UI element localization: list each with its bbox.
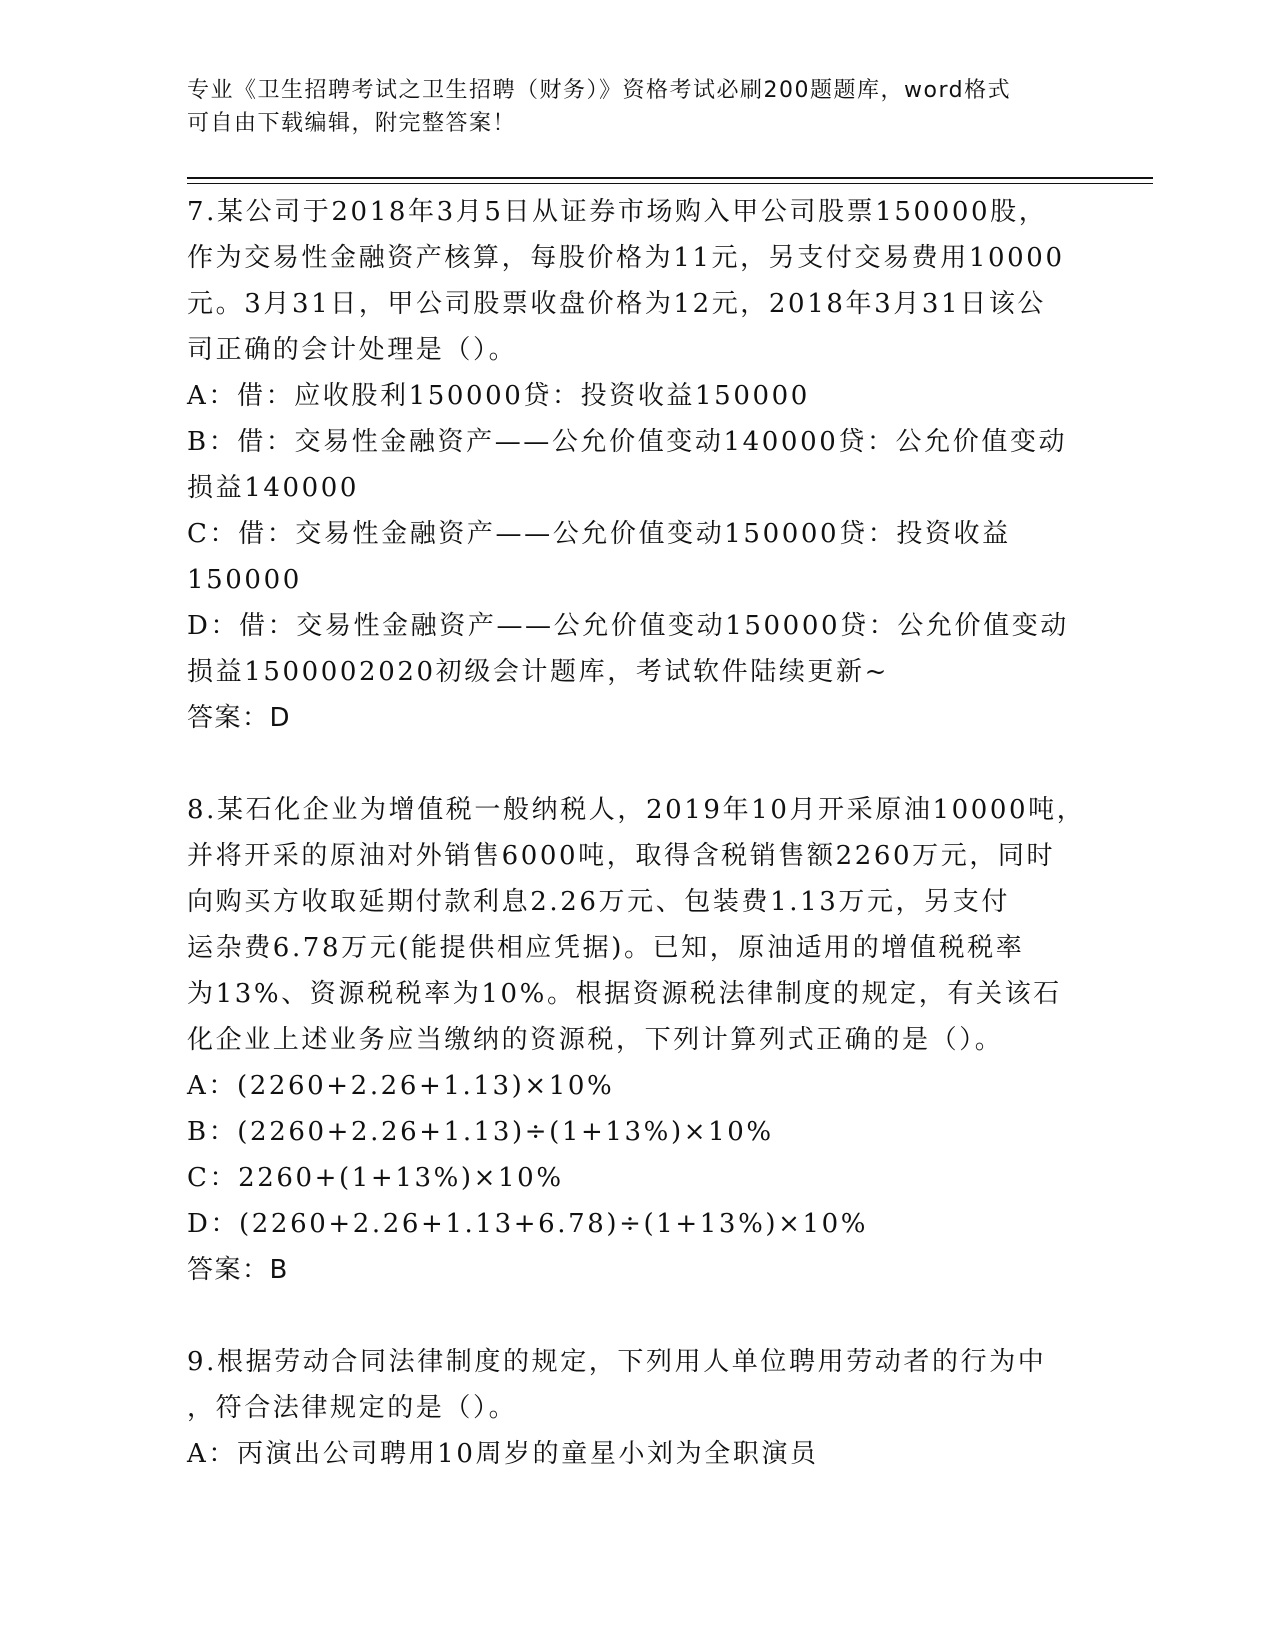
header-divider-thin [187,183,1153,184]
option-d: D：(2260+2.26+1.13+6.78)÷(1+13%)×10% [187,1209,869,1239]
header-line-1: 专业《卫生招聘考试之卫生招聘（财务）》资格考试必刷200题题库，word格式 [187,78,1012,103]
page-header [187,74,1067,140]
question-block-9 [187,1339,1087,1477]
option-b: B：借：交易性金融资产——公允价值变动140000贷：公允价值变动 [187,427,1068,457]
option-b: B：(2260+2.26+1.13)÷(1+13%)×10% [187,1117,774,1147]
option-c: C：借：交易性金融资产——公允价值变动150000贷：投资收益 [187,519,1011,549]
option-b-continued: 损益140000 [187,473,360,503]
question-text-line: 为13%、资源税税率为10%。根据资源税法律制度的规定，有关该石 [187,979,1062,1009]
question-text-line: 9.根据劳动合同法律制度的规定，下列用人单位聘用劳动者的行为中 [187,1347,1047,1377]
question-text-line: 运杂费6.78万元(能提供相应凭据)。已知，原油适用的增值税税率 [187,933,1025,963]
option-d-continued: 损益1500002020初级会计题库，考试软件陆续更新~ [187,657,890,687]
header-line-2: 可自由下载编辑，附完整答案！ [187,111,517,136]
question-text-line: 元。3月31日，甲公司股票收盘价格为12元，2018年3月31日该公 [187,289,1046,319]
question-list [187,189,1087,1477]
question-text-line: ，符合法律规定的是（）。 [187,1393,518,1423]
section-spacer [187,741,1087,787]
option-a: A：借：应收股利150000贷：投资收益150000 [187,381,810,411]
question-text-line: 8.某石化企业为增值税一般纳税人，2019年10月开采原油10000吨， [187,795,1086,825]
question-block-8 [187,787,1087,1293]
option-c-continued: 150000 [187,565,302,595]
question-block-7 [187,189,1087,741]
question-text-line: 化企业上述业务应当缴纳的资源税，下列计算列式正确的是（）。 [187,1025,1004,1055]
question-text-line: 司正确的会计处理是（）。 [187,335,518,365]
section-spacer [187,1293,1087,1339]
answer-label: 答案：B [187,1255,289,1285]
question-text-line: 向购买方收取延期付款利息2.26万元、包装费1.13万元，另支付 [187,887,1010,917]
option-a: A：(2260+2.26+1.13)×10% [187,1071,615,1101]
question-text-line: 作为交易性金融资产核算，每股价格为11元，另支付交易费用10000 [187,243,1065,273]
option-d: D：借：交易性金融资产——公允价值变动150000贷：公允价值变动 [187,611,1069,641]
answer-label: 答案：D [187,703,292,733]
option-c: C：2260+(1+13%)×10% [187,1163,564,1193]
question-text-line: 并将开采的原油对外销售6000吨，取得含税销售额2260万元，同时 [187,841,1056,871]
header-divider-thick [187,177,1153,179]
question-text-line: 7.某公司于2018年3月5日从证券市场购入甲公司股票150000股， [187,197,1048,227]
option-a: A：丙演出公司聘用10周岁的童星小刘为全职演员 [187,1439,819,1469]
